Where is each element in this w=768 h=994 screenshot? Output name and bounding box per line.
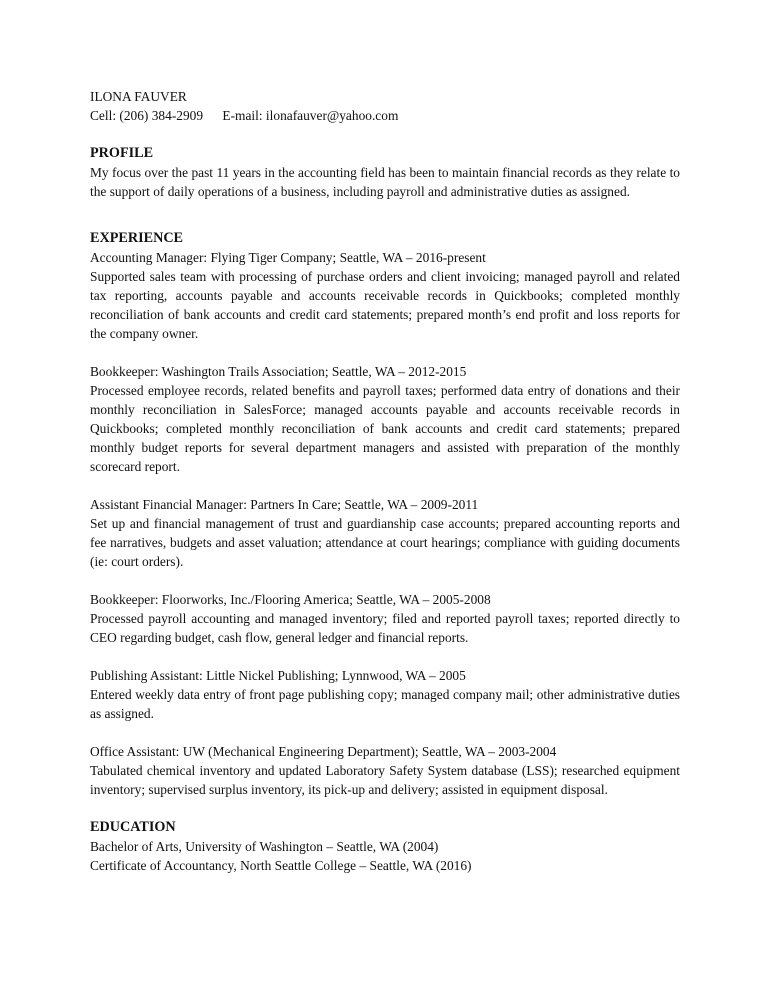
spacer [90,571,680,590]
job-description: Entered weekly data entry of front page publishing copy; managed company mail; other administrative duties as assigned. [90,687,680,721]
job-title: Bookkeeper: Floorworks, Inc./Flooring America; Seattle, WA – 2005-2008 [90,592,491,607]
job-description: Processed payroll accounting and managed inventory; filed and reported payroll taxes; reported directly to CEO regarding budget, cash flow, general ledger and financial reports. [90,611,680,645]
job-entry [90,590,680,647]
spacer [90,343,680,362]
profile-text: My focus over the past 11 years in the accounting field has been to maintain financial records as they relate to the support of daily operations of a business, including payroll and administrative duties as assigned. [90,165,680,199]
job-title: Assistant Financial Manager: Partners In Care; Seattle, WA – 2009-2011 [90,497,479,512]
spacer [90,647,680,666]
education-heading: EDUCATION [90,819,176,835]
applicant-name: ILONA FAUVER [90,89,187,104]
resume-page [90,87,680,875]
job-entry [90,362,680,476]
email-address: E-mail: ilonafauver@yahoo.com [222,108,399,123]
job-description: Supported sales team with processing of purchase orders and client invoicing; managed payroll and related tax reporting, accounts payable and accounts receivable records in Quickbooks; completed monthly reconciliation of bank accounts and credit card statements; prepared month’s end profit and loss reports for the company owner. [90,269,680,341]
spacer [90,201,680,229]
job-description: Tabulated chemical inventory and updated Laboratory Safety System database (LSS); researched equipment inventory; supervised surplus inventory, its pick-up and delivery; assisted in equipment disposal. [90,763,680,797]
spacer [90,125,680,144]
spacer [90,799,680,818]
job-entry [90,666,680,723]
job-title: Bookkeeper: Washington Trails Association; Seattle, WA – 2012-2015 [90,364,467,379]
job-entry [90,495,680,571]
spacer [90,723,680,742]
experience-heading: EXPERIENCE [90,230,184,246]
job-description: Set up and financial management of trust and guardianship case accounts; prepared accounting reports and fee narratives, budgets and asset valuation; attendance at court hearings; compliance with guiding documents (ie: court orders). [90,516,680,569]
job-title: Office Assistant: UW (Mechanical Engineering Department); Seattle, WA – 2003-2004 [90,744,557,759]
spacer [90,476,680,495]
education-item: Bachelor of Arts, University of Washington – Seattle, WA (2004) [90,839,439,854]
job-entry [90,742,680,799]
job-description: Processed employee records, related benefits and payroll taxes; performed data entry of donations and their monthly reconciliation in SalesForce; managed accounts payable and accounts receivable records in Quickbooks; completed monthly reconciliation of bank accounts and credit card statements; prepared monthly budget reports for several department managers and assisted with preparation of the monthly scorecard report. [90,383,680,474]
job-title: Accounting Manager: Flying Tiger Company; Seattle, WA – 2016-present [90,250,486,265]
contact-line [90,106,680,125]
job-title: Publishing Assistant: Little Nickel Publishing; Lynnwood, WA – 2005 [90,668,466,683]
cell-phone: Cell: (206) 384-2909 [90,108,204,123]
education-item: Certificate of Accountancy, North Seattle College – Seattle, WA (2016) [90,858,472,873]
job-entry [90,248,680,343]
profile-heading: PROFILE [90,145,154,161]
